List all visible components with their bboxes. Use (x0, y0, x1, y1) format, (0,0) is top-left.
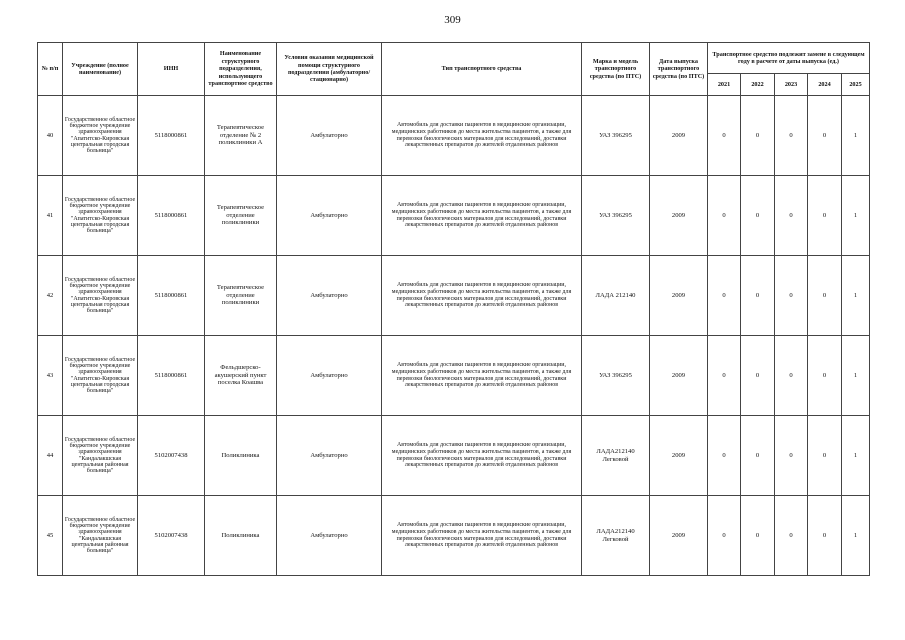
cell-release-date: 2009 (650, 256, 708, 336)
cell-brand-model: ЛАДА 212140 (582, 256, 650, 336)
cell-release-date: 2009 (650, 336, 708, 416)
cell-vehicle-type: Автомобиль для доставки пациентов в медицинские организации, медицинских работников до места жительства пациентов, а также для перевозки биологических материалов для исследований, доставки лекарственных препаратов до жителей отдаленных районов (382, 496, 582, 576)
cell-year-2022: 0 (741, 496, 775, 576)
cell-inn: 5118000861 (138, 176, 205, 256)
cell-year-2023: 0 (775, 176, 808, 256)
cell-conditions: Амбулаторно (277, 496, 382, 576)
cell-year-2022: 0 (741, 336, 775, 416)
cell-vehicle-type: Автомобиль для доставки пациентов в медицинские организации, медицинских работников до места жительства пациентов, а также для перевозки биологических материалов для исследований, доставки лекарственных препаратов до жителей отдаленных районов (382, 176, 582, 256)
table-row (38, 96, 870, 176)
vehicle-replacement-table (37, 42, 870, 576)
table-row (38, 416, 870, 496)
cell-year-2025: 1 (842, 96, 870, 176)
cell-org: Государственное областное бюджетное учреждение здравоохранения "Апатитско-Кировская центральная городская больница" (63, 96, 138, 176)
cell-year-2025: 1 (842, 256, 870, 336)
cell-year-2023: 0 (775, 416, 808, 496)
cell-brand-model: ЛАДА212140 Легковой (582, 416, 650, 496)
cell-inn: 5118000861 (138, 336, 205, 416)
header-release-date: Дата выпуска транспортного средства (по ПТС) (650, 43, 708, 96)
header-num: № п/п (38, 43, 63, 96)
cell-year-2024: 0 (808, 256, 842, 336)
cell-num: 42 (38, 256, 63, 336)
cell-year-2023: 0 (775, 96, 808, 176)
page-number: 309 (444, 14, 461, 26)
cell-year-2023: 0 (775, 496, 808, 576)
cell-year-2021: 0 (708, 96, 741, 176)
cell-year-2022: 0 (741, 256, 775, 336)
cell-brand-model: ЛАДА212140 Легковой (582, 496, 650, 576)
cell-inn: 5118000861 (138, 256, 205, 336)
cell-year-2024: 0 (808, 176, 842, 256)
cell-release-date: 2009 (650, 96, 708, 176)
cell-inn: 5102007438 (138, 416, 205, 496)
header-brand-model: Марка и модель транспортного средства (по ПТС) (582, 43, 650, 96)
cell-unit: Терапевтическое отделение поликлиники (205, 176, 277, 256)
cell-conditions: Амбулаторно (277, 256, 382, 336)
cell-year-2022: 0 (741, 416, 775, 496)
cell-brand-model: УАЗ 396295 (582, 176, 650, 256)
header-conditions: Условия оказания медицинской помощи структурного подразделения (амбулаторно/стационарно) (277, 43, 382, 96)
cell-year-2025: 1 (842, 416, 870, 496)
cell-org: Государственное областное бюджетное учреждение здравоохранения "Апатитско-Кировская центральная городская больница" (63, 336, 138, 416)
cell-year-2021: 0 (708, 336, 741, 416)
cell-brand-model: УАЗ 396295 (582, 96, 650, 176)
cell-conditions: Амбулаторно (277, 336, 382, 416)
cell-year-2024: 0 (808, 336, 842, 416)
table-header (38, 43, 870, 96)
header-replacement-group: Транспортное средство подлежит замене в следующем году в расчете от даты выпуска (ед.) (708, 43, 870, 74)
header-org: Учреждение (полное наименование) (63, 43, 138, 96)
header-year: 2024 (808, 74, 842, 96)
table-body (38, 96, 870, 576)
cell-inn: 5102007438 (138, 496, 205, 576)
cell-num: 44 (38, 416, 63, 496)
cell-conditions: Амбулаторно (277, 176, 382, 256)
cell-unit: Поликлиника (205, 496, 277, 576)
cell-conditions: Амбулаторно (277, 416, 382, 496)
table-row (38, 336, 870, 416)
header-year: 2023 (775, 74, 808, 96)
cell-release-date: 2009 (650, 416, 708, 496)
cell-conditions: Амбулаторно (277, 96, 382, 176)
cell-year-2021: 0 (708, 496, 741, 576)
cell-year-2025: 1 (842, 176, 870, 256)
cell-vehicle-type: Автомобиль для доставки пациентов в медицинские организации, медицинских работников до места жительства пациентов, а также для перевозки биологических материалов для исследований, доставки лекарственных препаратов до жителей отдаленных районов (382, 96, 582, 176)
cell-year-2021: 0 (708, 176, 741, 256)
cell-num: 45 (38, 496, 63, 576)
cell-num: 40 (38, 96, 63, 176)
cell-release-date: 2009 (650, 496, 708, 576)
cell-vehicle-type: Автомобиль для доставки пациентов в медицинские организации, медицинских работников до места жительства пациентов, а также для перевозки биологических материалов для исследований, доставки лекарственных препаратов до жителей отдаленных районов (382, 256, 582, 336)
cell-unit: Фельдшерско-акушерский пункт поселка Коашва (205, 336, 277, 416)
table-row (38, 176, 870, 256)
cell-unit: Терапевтическое отделение поликлиники (205, 256, 277, 336)
cell-unit: Поликлиника (205, 416, 277, 496)
cell-year-2024: 0 (808, 416, 842, 496)
header-year: 2025 (842, 74, 870, 96)
cell-vehicle-type: Автомобиль для доставки пациентов в медицинские организации, медицинских работников до места жительства пациентов, а также для перевозки биологических материалов для исследований, доставки лекарственных препаратов до жителей отдаленных районов (382, 336, 582, 416)
cell-org: Государственное областное бюджетное учреждение здравоохранения "Апатитско-Кировская центральная городская больница" (63, 176, 138, 256)
header-year: 2021 (708, 74, 741, 96)
cell-year-2025: 1 (842, 496, 870, 576)
cell-year-2022: 0 (741, 176, 775, 256)
cell-year-2021: 0 (708, 416, 741, 496)
cell-num: 43 (38, 336, 63, 416)
cell-year-2024: 0 (808, 496, 842, 576)
header-year: 2022 (741, 74, 775, 96)
header-unit: Наименование структурного подразделения, использующего транспортное средство (205, 43, 277, 96)
cell-year-2024: 0 (808, 96, 842, 176)
table-row (38, 256, 870, 336)
cell-inn: 5118000861 (138, 96, 205, 176)
table-row (38, 496, 870, 576)
cell-year-2022: 0 (741, 96, 775, 176)
cell-org: Государственное областное бюджетное учреждение здравоохранения "Кандалакшская центральная районная больница" (63, 416, 138, 496)
cell-vehicle-type: Автомобиль для доставки пациентов в медицинские организации, медицинских работников до места жительства пациентов, а также для перевозки биологических материалов для исследований, доставки лекарственных препаратов до жителей отдаленных районов (382, 416, 582, 496)
cell-year-2023: 0 (775, 336, 808, 416)
cell-unit: Терапевтическое отделение № 2 поликлиники А (205, 96, 277, 176)
cell-org: Государственное областное бюджетное учреждение здравоохранения "Апатитско-Кировская центральная городская больница" (63, 256, 138, 336)
cell-release-date: 2009 (650, 176, 708, 256)
header-vehicle-type: Тип транспортного средства (382, 43, 582, 96)
cell-brand-model: УАЗ 396295 (582, 336, 650, 416)
cell-year-2025: 1 (842, 336, 870, 416)
cell-year-2021: 0 (708, 256, 741, 336)
cell-year-2023: 0 (775, 256, 808, 336)
cell-num: 41 (38, 176, 63, 256)
cell-org: Государственное областное бюджетное учреждение здравоохранения "Кандалакшская центральная районная больница" (63, 496, 138, 576)
header-inn: ИНН (138, 43, 205, 96)
